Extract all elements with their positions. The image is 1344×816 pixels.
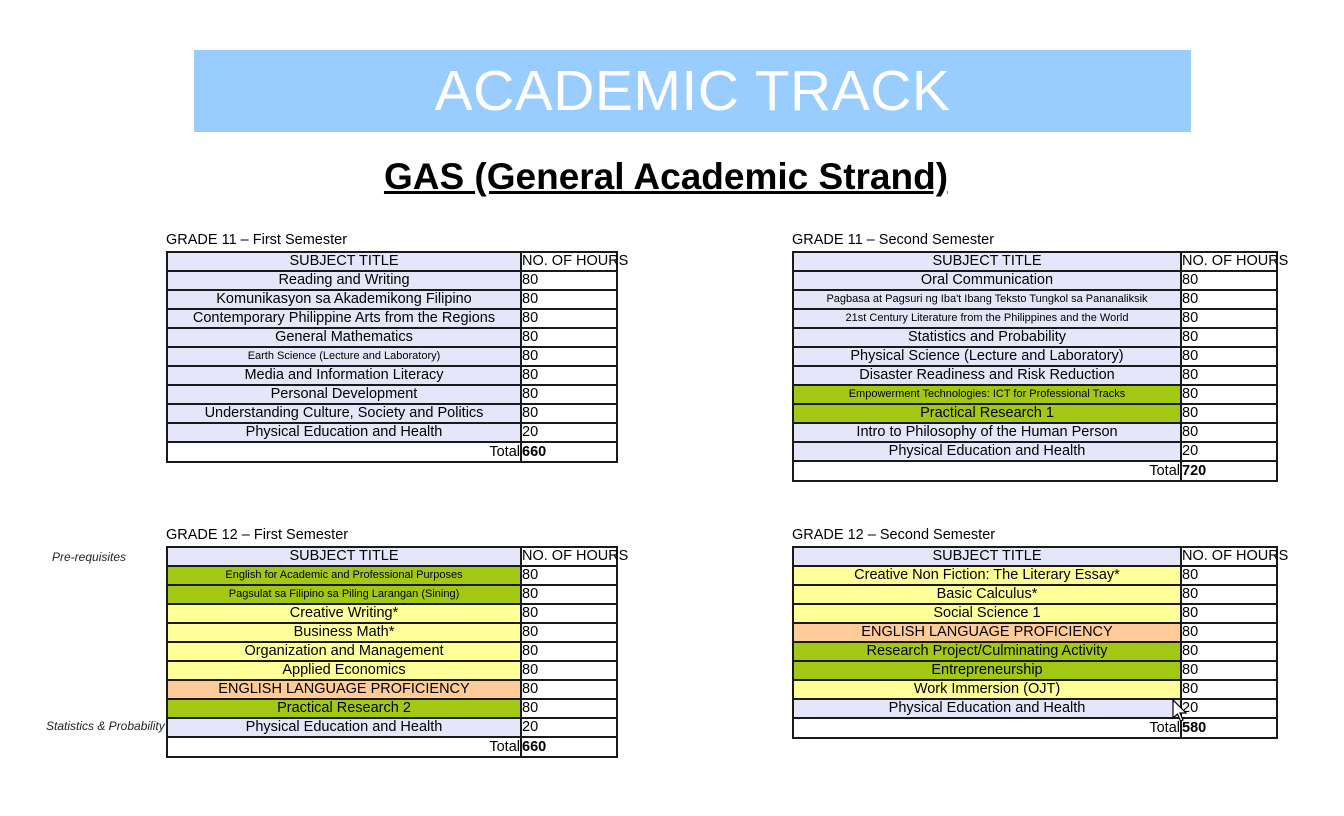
subject-name: Basic Calculus*	[793, 585, 1181, 604]
table-header-row	[167, 547, 617, 566]
subject-name: Reading and Writing	[167, 271, 521, 290]
subject-hours: 80	[1181, 271, 1277, 290]
subject-hours: 20	[1181, 699, 1277, 718]
subject-hours: 80	[1181, 680, 1277, 699]
semester-caption: GRADE 12 – Second Semester	[792, 527, 996, 543]
subject-name: Physical Education and Health	[793, 442, 1181, 461]
subject-hours: 80	[1181, 385, 1277, 404]
subject-name: Creative Writing*	[167, 604, 521, 623]
total-label: Total	[793, 461, 1181, 481]
table-row	[167, 328, 617, 347]
table-row	[793, 623, 1277, 642]
subjects-table	[166, 251, 629, 463]
table-row	[793, 290, 1277, 309]
subject-name: Physical Education and Health	[793, 699, 1181, 718]
banner-title: ACADEMIC TRACK	[194, 50, 1191, 132]
table-row	[167, 423, 617, 442]
table-row	[793, 642, 1277, 661]
semester-caption: GRADE 12 – First Semester	[166, 527, 349, 543]
subject-name: Physical Education and Health	[167, 718, 521, 737]
subject-hours: 80	[1181, 347, 1277, 366]
subject-name: Personal Development	[167, 385, 521, 404]
table-row	[167, 642, 617, 661]
subject-hours: 80	[521, 604, 617, 623]
subject-name: Intro to Philosophy of the Human Person	[793, 423, 1181, 442]
table-row	[793, 328, 1277, 347]
subject-hours: 80	[1181, 642, 1277, 661]
subject-name: General Mathematics	[167, 328, 521, 347]
table-row	[167, 404, 617, 423]
table-row	[793, 604, 1277, 623]
subject-name: Oral Communication	[793, 271, 1181, 290]
table-row	[793, 680, 1277, 699]
table-row	[793, 585, 1277, 604]
subject-name: Research Project/Culminating Activity	[793, 642, 1181, 661]
grade11-first-semester	[166, 230, 629, 463]
subject-hours: 80	[521, 309, 617, 328]
table-row	[793, 699, 1277, 718]
subject-title-header: SUBJECT TITLE	[793, 252, 1181, 271]
subject-hours: 80	[521, 623, 617, 642]
subject-name: Earth Science (Lecture and Laboratory)	[167, 347, 521, 366]
table-row	[167, 309, 617, 328]
subject-name: English for Academic and Professional Purposes	[167, 566, 521, 585]
total-row	[167, 737, 617, 757]
subject-hours: 80	[521, 699, 617, 718]
subject-name: Disaster Readiness and Risk Reduction	[793, 366, 1181, 385]
total-row	[793, 718, 1277, 738]
table-row	[167, 661, 617, 680]
total-hours: 660	[521, 442, 617, 462]
subject-hours: 80	[521, 347, 617, 366]
table-row	[167, 604, 617, 623]
subject-title-header: SUBJECT TITLE	[167, 252, 521, 271]
subject-name: Pagbasa at Pagsuri ng Iba't Ibang Teksto Tungkol sa Pananaliksik	[793, 290, 1181, 309]
table-row	[167, 623, 617, 642]
table-row	[793, 271, 1277, 290]
subject-hours: 80	[521, 385, 617, 404]
subject-name: Practical Research 2	[167, 699, 521, 718]
subject-hours: 80	[521, 366, 617, 385]
grade12-second-semester	[792, 525, 1289, 739]
subject-name: Physical Education and Health	[167, 423, 521, 442]
subject-name: ENGLISH LANGUAGE PROFICIENCY	[167, 680, 521, 699]
total-hours: 580	[1181, 718, 1277, 738]
subject-name: Entrepreneurship	[793, 661, 1181, 680]
subjects-table	[792, 251, 1289, 482]
subject-name: Media and Information Literacy	[167, 366, 521, 385]
subject-hours: 80	[521, 271, 617, 290]
subject-hours: 80	[1181, 566, 1277, 585]
subject-hours: 20	[1181, 442, 1277, 461]
subject-hours: 80	[521, 680, 617, 699]
table-row	[167, 271, 617, 290]
hours-header: NO. OF HOURS	[522, 548, 629, 564]
subject-hours: 80	[521, 661, 617, 680]
table-header-row	[793, 252, 1277, 271]
hours-header: NO. OF HOURS	[1182, 548, 1289, 564]
subject-name: Contemporary Philippine Arts from the Regions	[167, 309, 521, 328]
semester-caption: GRADE 11 – Second Semester	[792, 232, 995, 248]
hours-header: NO. OF HOURS	[1182, 253, 1289, 269]
table-row	[793, 347, 1277, 366]
table-row	[167, 385, 617, 404]
grade12-first-semester	[166, 525, 629, 758]
subject-name: Empowerment Technologies: ICT for Professional Tracks	[793, 385, 1181, 404]
subject-name: Komunikasyon sa Akademikong Filipino	[167, 290, 521, 309]
subject-title-header: SUBJECT TITLE	[793, 547, 1181, 566]
table-row	[793, 309, 1277, 328]
table-row	[793, 404, 1277, 423]
subject-name: Business Math*	[167, 623, 521, 642]
prerequisites-note: Pre-requisites	[52, 550, 127, 564]
table-row	[167, 366, 617, 385]
table-row	[793, 366, 1277, 385]
subject-name: Statistics and Probability	[793, 328, 1181, 347]
subject-name: Social Science 1	[793, 604, 1181, 623]
subjects-table	[792, 546, 1289, 739]
subject-name: Work Immersion (OJT)	[793, 680, 1181, 699]
subject-hours: 80	[521, 585, 617, 604]
table-row	[167, 680, 617, 699]
subject-name: Practical Research 1	[793, 404, 1181, 423]
grade11-second-semester	[792, 230, 1289, 482]
table-row	[167, 718, 617, 737]
subject-name: Pagsulat sa Filipino sa Piling Larangan (Sining)	[167, 585, 521, 604]
subject-name: Applied Economics	[167, 661, 521, 680]
subject-hours: 80	[521, 290, 617, 309]
table-row	[167, 585, 617, 604]
table-row	[793, 661, 1277, 680]
subject-hours: 80	[1181, 604, 1277, 623]
table-header-row	[167, 252, 617, 271]
mouse-cursor-icon	[1172, 699, 1188, 723]
subject-hours: 20	[521, 423, 617, 442]
table-row	[793, 442, 1277, 461]
total-hours: 660	[521, 737, 617, 757]
subject-name: Understanding Culture, Society and Politics	[167, 404, 521, 423]
subject-hours: 80	[521, 642, 617, 661]
subject-name: ENGLISH LANGUAGE PROFICIENCY	[793, 623, 1181, 642]
subject-hours: 80	[1181, 423, 1277, 442]
subject-hours: 80	[1181, 623, 1277, 642]
total-label: Total	[167, 737, 521, 757]
subject-hours: 80	[1181, 404, 1277, 423]
table-row	[793, 566, 1277, 585]
table-row	[167, 347, 617, 366]
subject-hours: 80	[521, 328, 617, 347]
table-row	[167, 290, 617, 309]
subject-hours: 80	[1181, 366, 1277, 385]
total-row	[793, 461, 1277, 481]
statistics-prereq-note: Statistics & Probability	[46, 719, 165, 733]
subject-hours: 80	[1181, 309, 1277, 328]
semester-caption: GRADE 11 – First Semester	[166, 232, 348, 248]
subject-hours: 80	[1181, 661, 1277, 680]
subjects-table	[166, 546, 629, 758]
subject-hours: 80	[1181, 328, 1277, 347]
table-row	[793, 385, 1277, 404]
subject-name: Physical Science (Lecture and Laboratory)	[793, 347, 1181, 366]
strand-title: GAS (General Academic Strand)	[383, 156, 949, 197]
subject-hours: 80	[1181, 585, 1277, 604]
subject-title-header: SUBJECT TITLE	[167, 547, 521, 566]
table-row	[793, 423, 1277, 442]
table-row	[167, 699, 617, 718]
subject-hours: 80	[1181, 290, 1277, 309]
total-hours: 720	[1181, 461, 1277, 481]
total-label: Total	[167, 442, 521, 462]
hours-header: NO. OF HOURS	[522, 253, 629, 269]
subject-name: Creative Non Fiction: The Literary Essay*	[793, 566, 1181, 585]
subject-name: Organization and Management	[167, 642, 521, 661]
subject-hours: 20	[521, 718, 617, 737]
subject-hours: 80	[521, 566, 617, 585]
subject-name: 21st Century Literature from the Philippines and the World	[793, 309, 1181, 328]
table-row	[167, 566, 617, 585]
total-row	[167, 442, 617, 462]
subject-hours: 80	[521, 404, 617, 423]
total-label: Total	[793, 718, 1181, 738]
table-header-row	[793, 547, 1277, 566]
